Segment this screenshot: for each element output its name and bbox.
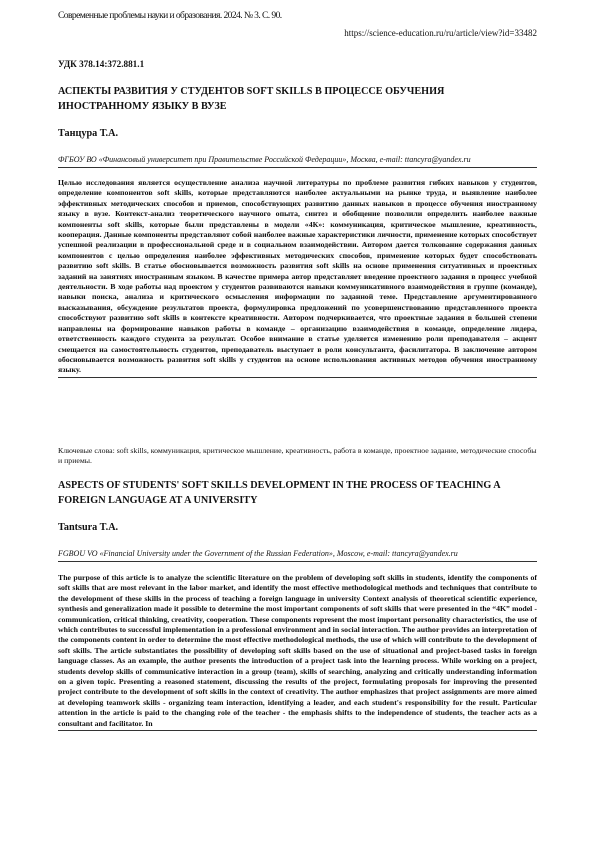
ru-title-block [58, 85, 537, 114]
ru-affiliation-block [58, 155, 537, 168]
en-author: Tantsura T.A. [58, 522, 119, 533]
en-abstract-block [58, 573, 537, 731]
en-author-block [58, 522, 537, 533]
ru-abstract-block [58, 178, 537, 378]
ru-abstract: Целью исследования является осуществление анализа научной литературы по проблеме развития гибких навыков у студентов, определение компонентов soft skills, которые представляются наиболее актуальными на рынке труда, и выявление наиболее эффективных методических способов и приемов, способствующих развитию данных навыков в процессе обучения иностранному языку в вузе. Контекст-анализ теоретического научного опыта, синтез и обобщение позволили определить наиболее важные компоненты soft skills, которые были представлены в модели «4К»: коммуникация, критическое мышление, креативность, кооперация. Данные компоненты представляют собой наиболее важные характеристики личности, применение которых способствует успешной реализации в профессиональной среде и в социальном взаимодействии. Автором дается толкование содержания данных компонентов с целью определения наиболее эффективных методических способов, применение которых будет способствовать развитию soft skills. В статье обосновывается возможность развития soft skills на основе применения ситуативных и проектных заданий на занятиях иностранным языком. В качестве примера автор представляет введение проектного задания в процесс учебной деятельности. В ходе работы над проектом у студентов развиваются навыки коммуникативного взаимодействия в группе (команде), навыки поиска, анализа и критического осмысления информации по заданной теме. Представление аргументированного высказывания, обсуждение результатов проекта, формулировка предложений по усовершенствованию представленного проекта способствуют развитию soft skills в контексте креативности. Автором подчеркивается, что проектные задания в большей степени направлены на формирование навыков работы в команде – организацию взаимодействия в команде, определение лидера, ответственность каждого студента за результат. Особое внимание в статье уделяется изменению роли преподавателя – акцент смещается на самостоятельность студентов, преподаватель выступает в роли консультанта, фасилитатора. В заключение автором обосновывается возможность развития soft skills у студентов на основе использования активных методов обучения иностранному языку. [58, 178, 537, 378]
en-affiliation: FGBOU VO «Financial University under the Government of the Russian Federation», Moscow, e-mail: ttancyra@yandex.ru [58, 549, 537, 562]
en-affiliation-block [58, 549, 537, 562]
ru-keywords: Ключевые слова: soft skills, коммуникация, критическое мышление, креативность, работа в команде, проектное задание, методические способы и приемы. [58, 446, 537, 466]
ru-author: Танцура Т.А. [58, 128, 118, 139]
ru-title: АСПЕКТЫ РАЗВИТИЯ У СТУДЕНТОВ SOFT SKILLS В ПРОЦЕССЕ ОБУЧЕНИЯ ИНОСТРАННОМУ ЯЗЫКУ В ВУЗЕ [58, 86, 445, 112]
en-title-block [58, 479, 537, 508]
udk-code: УДК 378.14:372.881.1 [58, 59, 145, 69]
ru-author-block [58, 128, 537, 139]
article-url[interactable]: https://science-education.ru/ru/article/view?id=33482 [344, 28, 537, 38]
ru-affiliation: ФГБОУ ВО «Финансовый университет при Правительстве Российской Федерации», Москва, e-mail: ttancyra@yandex.ru [58, 155, 537, 168]
ru-keywords-block [58, 446, 537, 467]
journal-citation: Современные проблемы науки и образования. 2024. № 3. С. 90. [58, 10, 282, 21]
en-title: ASPECTS OF STUDENTS' SOFT SKILLS DEVELOPMENT IN THE PROCESS OF TEACHING A FOREIGN LANGUAGE AT A UNIVERSITY [58, 480, 501, 506]
en-abstract: The purpose of this article is to analyze the scientific literature on the problem of developing soft skills in students, identify the components of soft skills that are most relevant in the labor market, and identify the most effective methodological methods and techniques that contribute to the development of these skills in the process of teaching a foreign language in university Context analysis of theoretical scientific experience, synthesis and generalization made it possible to determine the most important components of soft skills that were presented in the “4K” model - communication, critical thinking, creativity, cooperation. These components represent the most important personality characteristics, the use of which contributes to successful implementation in a professional environment and in social interaction. The author provides an interpretation of the components content in order to determine the most effective methodological methods, the use of which will contribute to the development of soft skills. The article substantiates the possibility of developing soft skills based on the use of situational and project-based tasks in foreign language classes. As an example, the author presents the introduction of a project task into the learning process. While working on a project, students develop skills of communicative interaction in a group (team), skills of searching, analyzing and critically understanding information on a given topic. Presenting a reasoned statement, discussing the results of the project, formulating proposals for improving the presented project contribute to the development of soft skills in the context of creativity. The author emphasizes that project assignments are more aimed at developing teamwork skills - organizing team interaction, identifying a leader, and each student's responsibility for the result. Particular attention in the article is paid to the changing role of the teacher - the emphasis shifts to the independence of students, the teacher acts as a consultant and facilitator. In [58, 573, 537, 731]
